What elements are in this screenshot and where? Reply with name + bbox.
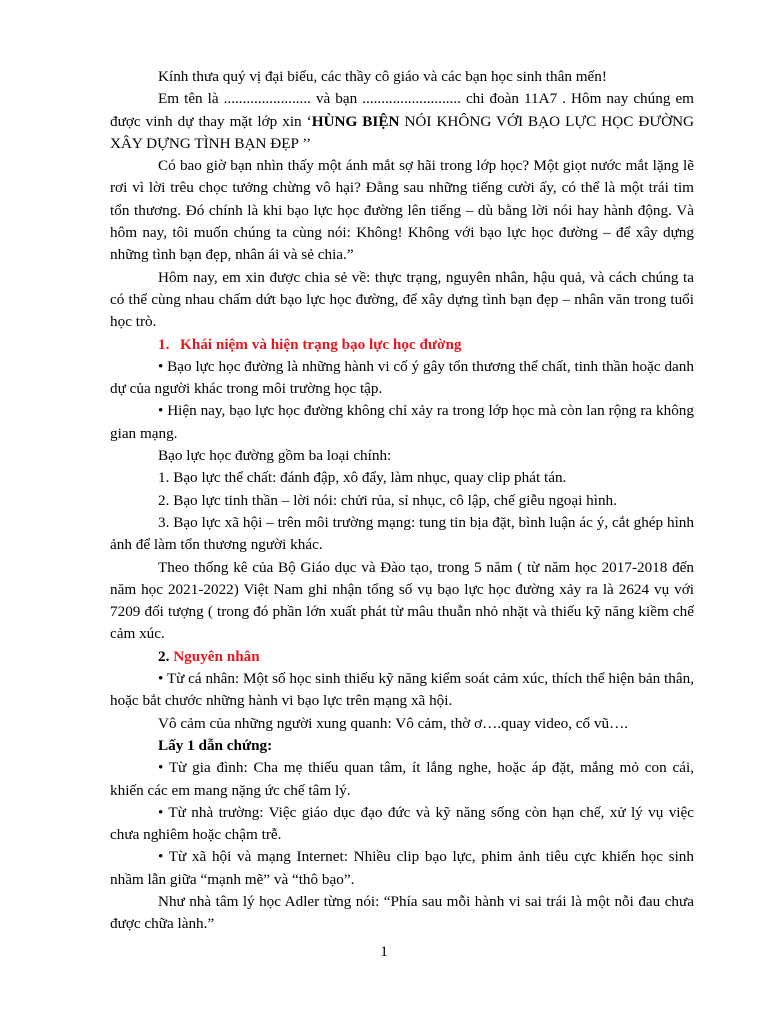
sharing-paragraph: Hôm nay, em xin được chia sẻ về: thực trạng, nguyên nhân, hậu quả, và cách chúng ta có thể cùng nhau chấm dứt bạo lực học đường, để xây dựng tình bạn đẹp – nhân văn trong tuổi học trò.	[110, 268, 694, 331]
intro-text-start: Em tên là ....................... và bạn .......................... chi đoàn 11A7 . Hôm nay chúng em được vinh dự thay mặt lớp xin ‘	[110, 90, 694, 130]
section-number-1: 1.	[158, 335, 170, 353]
types-intro: Bạo lực học đường gồm ba loại chính:	[158, 447, 392, 465]
greeting-paragraph: Kính thưa quý vị đại biểu, các thầy cô giáo và các bạn học sinh thân mến!	[158, 68, 607, 85]
page-number: 1	[380, 943, 388, 960]
definition-bullet: • Bạo lực học đường là những hành vi cố ý gây tổn thương thể chất, tinh thần hoặc danh dự của người khác trong môi trường học tập.	[110, 357, 694, 398]
type-item-2: 2. Bạo lực tinh thần – lời nói: chửi rủa, sỉ nhục, cô lập, chế giễu ngoại hình.	[158, 491, 617, 509]
section-number-2: 2.	[158, 647, 170, 665]
cause-bystanders-paragraph: Vô cảm của những người xung quanh: Vô cảm, thờ ơ….quay video, cổ vũ….	[158, 714, 629, 732]
intro-text-end: NÓI KHÔNG VỚI BẠO LỰC HỌC ĐƯỜNG XÂY DỰNG TÌNH BẠN ĐẸP ’’	[110, 112, 695, 152]
cause-individual-bullet: • Từ cá nhân: Một số học sinh thiếu kỹ năng kiểm soát cảm xúc, thích thể hiện bản thân, hoặc bắt chước những hành vi bạo lực trên mạng xã hội.	[110, 670, 694, 710]
section-heading-1	[110, 334, 694, 356]
cause-school-bullet: • Từ nhà trường: Việc giáo dục đạo đức và kỹ năng sống còn hạn chế, xử lý vụ việc chưa nghiêm hoặc chậm trễ.	[110, 803, 694, 844]
current-state-bullet: • Hiện nay, bạo lực học đường không chỉ xảy ra trong lớp học mà còn lan rộng ra không gian mạng.	[110, 402, 694, 442]
intro-paragraph	[110, 88, 694, 155]
section-heading-2	[110, 646, 694, 668]
section-title-2: Nguyên nhân	[173, 647, 260, 665]
example-label: Lấy 1 dẫn chứng:	[158, 736, 273, 754]
statistics-paragraph: Theo thống kê của Bộ Giáo dục và Đào tạo, trong 5 năm ( từ năm học 2017-2018 đến năm học 2021-2022) Việt Nam ghi nhận tổng số vụ bạo lực học đường xảy ra là 2624 vụ với 7209 đối tượng ( trong đó phần lớn xuất phát từ mâu thuẫn nhỏ nhặt và thiếu kỹ năng kiềm chế cảm xúc.	[110, 558, 694, 643]
cause-society-bullet: • Từ xã hội và mạng Internet: Nhiều clip bạo lực, phim ảnh tiêu cực khiến học sinh nhầm lẫn giữa “mạnh mẽ” và “thô bạo”.	[110, 848, 694, 888]
cause-family-bullet: • Từ gia đình: Cha mẹ thiếu quan tâm, ít lắng nghe, hoặc áp đặt, mắng mỏ con cái, khiến các em mang nặng ức chế tâm lý.	[110, 759, 694, 799]
type-item-3: 3. Bạo lực xã hội – trên môi trường mạng: tung tin bịa đặt, bình luận ác ý, cắt ghép hình ảnh để làm tổn thương người khác.	[110, 513, 694, 554]
type-item-1: 1. Bạo lực thể chất: đánh đập, xô đẩy, làm nhục, quay clip phát tán.	[158, 469, 567, 487]
opening-paragraph: Có bao giờ bạn nhìn thấy một ánh mắt sợ hãi trong lớp học? Một giọt nước mắt lặng lẽ rơi vì lời trêu chọc tưởng chừng vô hại? Đằng sau những tiếng cười ấy, có thể là một trái tim tổn thương. Đó chính là khi bạo lực học đường lên tiếng – dù bằng lời nói hay hành động. Và hôm nay, tôi muốn chúng ta cùng nói: Không! Không với bạo lực học đường – để xây dựng những tình bạn đẹp, nhân ái và sẻ chia.”	[110, 157, 694, 264]
section-title-1: Khái niệm và hiện trạng bạo lực học đường	[180, 335, 462, 353]
adler-quote-paragraph: Như nhà tâm lý học Adler từng nói: “Phía sau mỗi hành vi sai trái là một nỗi đau chưa được chữa lành.”	[110, 892, 694, 933]
intro-emphasis: HÙNG BIỆN	[311, 112, 400, 130]
